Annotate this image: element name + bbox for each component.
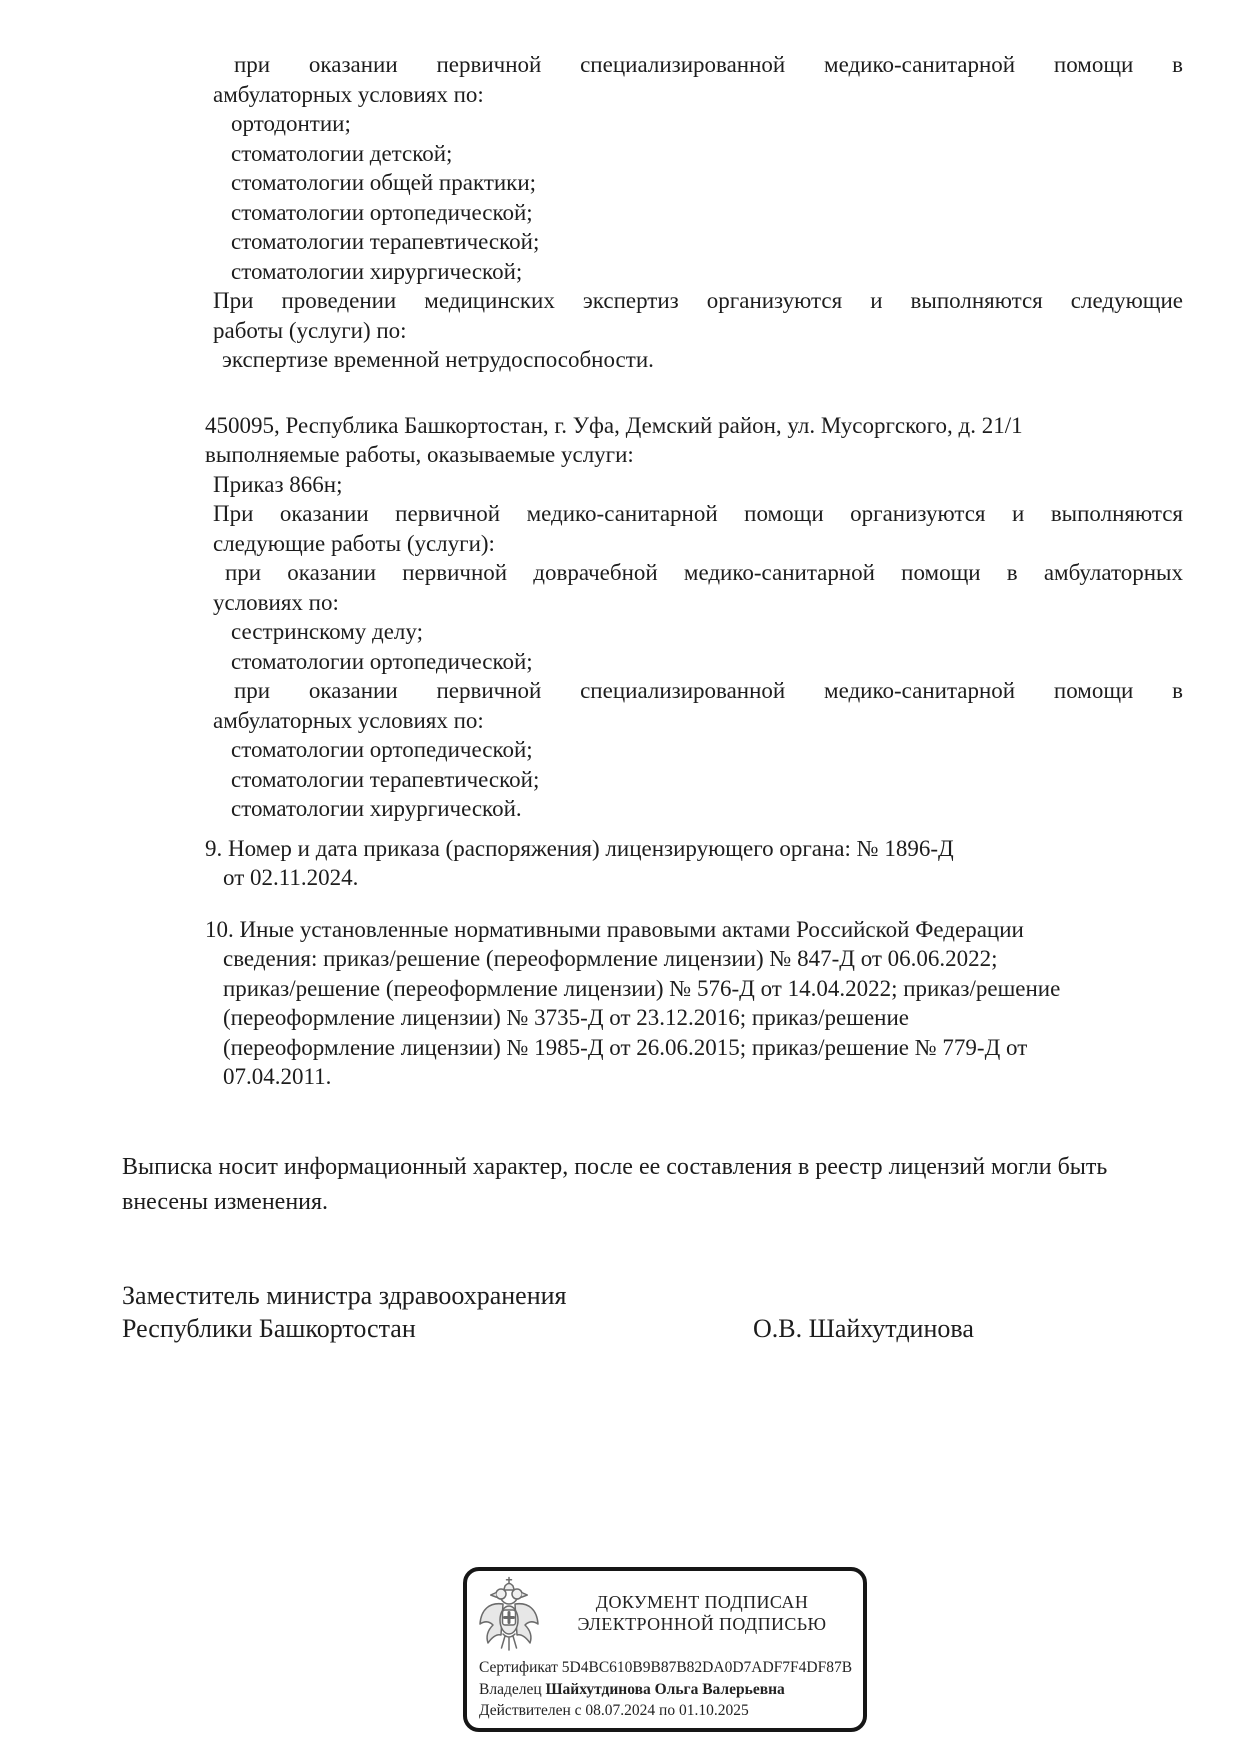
signer-position-line2 (122, 1312, 1152, 1345)
text-line: сестринскому делу; (231, 619, 423, 644)
text-line: выполняемые работы, оказываемые услуги: (205, 442, 634, 467)
text-line: сведения: приказ/решение (переоформление лицензии) № 847-Д от 06.06.2022; (223, 946, 998, 971)
section-address-works (197, 411, 1183, 824)
text-line: стоматологии общей практики; (231, 170, 537, 195)
validity-line (479, 1700, 852, 1722)
text-line: при оказании первичной специализированной медико-санитарной помощи в (234, 52, 1183, 77)
text-line: 450095, Республика Башкортостан, г. Уфа, Демский район, ул. Мусоргского, д. 21/1 (205, 412, 1023, 438)
text-line: стоматологии терапевтической; (231, 229, 540, 254)
signer-name: О.В. Шайхутдинова (753, 1314, 974, 1343)
text-line: амбулаторных условиях по: (213, 81, 484, 107)
section-item-10 (197, 915, 1183, 1092)
owner-label: Владелец (479, 1680, 542, 1698)
text-line: экспертизе временной нетрудоспособности. (222, 347, 654, 372)
text-line: стоматологии ортопедической; (231, 199, 533, 225)
text-line: (переоформление лицензии) № 3735-Д от 23.12.2016; приказ/решение (223, 1005, 909, 1030)
text-line: 10. Иные установленные нормативными правовыми актами Российской Федерации (205, 916, 1024, 942)
owner-name: Шайхутдинова Ольга Валерьевна (545, 1680, 785, 1698)
text-line: 07.04.2011. (223, 1064, 332, 1089)
text-line: Приказ 866н; (213, 471, 343, 497)
blank-gap (197, 375, 1183, 411)
stamp-title-line2: ЭЛЕКТРОННОЙ ПОДПИСЬЮ (577, 1614, 827, 1634)
roszdravnadzor-eagle-icon (477, 1576, 541, 1658)
text-line: при оказании первичной доврачебной медико-санитарной помощи в амбулаторных (225, 560, 1183, 585)
text-line: следующие работы (услуги): (213, 530, 495, 556)
text-line: работы (услуги) по: (213, 317, 407, 343)
signer-position-text: Республики Башкортостан (122, 1314, 416, 1343)
text-line: стоматологии ортопедической; (231, 737, 533, 762)
text-line: При проведении медицинских экспертиз организуются и выполняются следующие (213, 288, 1183, 313)
text-line: стоматологии хирургической; (231, 258, 523, 284)
text-line: При оказании первичной медико-санитарной помощи организуются и выполняются (213, 501, 1183, 526)
stamp-info (479, 1657, 852, 1722)
certificate-value: 5D4BC610B9B87B82DA0D7ADF7F4DF87B (561, 1659, 853, 1676)
text-line: 9. Номер и дата приказа (распоряжения) лицензирующего органа: № 1896-Д (205, 835, 954, 861)
text-line: при оказании первичной специализированной медико-санитарной помощи в (234, 678, 1183, 703)
stamp-title-line1: ДОКУМЕНТ ПОДПИСАН (595, 1592, 809, 1612)
text-line: амбулаторных условиях по: (213, 707, 484, 733)
text-line: стоматологии терапевтической; (231, 766, 540, 792)
text-line: Выписка носит информационный характер, после ее составления в реестр лицензий могли быть (122, 1154, 1108, 1180)
certificate-line (479, 1657, 852, 1679)
signer-position-line1: Заместитель министра здравоохранения (122, 1281, 567, 1310)
blank-gap (197, 893, 1183, 915)
informational-note (122, 1150, 1137, 1220)
text-line: условиях по: (213, 589, 339, 615)
text-line: от 02.11.2024. (223, 865, 359, 890)
text-line: (переоформление лицензии) № 1985-Д от 26.06.2015; приказ/решение № 779-Д от (223, 1034, 1028, 1060)
document-body (197, 50, 1183, 1092)
text-line: внесены изменения. (122, 1189, 329, 1215)
owner-line (479, 1679, 852, 1701)
section-item-9 (197, 834, 1183, 893)
blank-gap (197, 824, 1183, 834)
text-line: стоматологии ортопедической; (231, 648, 533, 674)
signature-stamp (463, 1567, 867, 1732)
stamp-title (551, 1591, 853, 1635)
text-line: ортодонтии; (231, 111, 351, 136)
signature-block (122, 1279, 1152, 1345)
text-line: стоматологии хирургической. (231, 796, 522, 821)
text-line: стоматологии детской; (231, 140, 453, 166)
validity-text: Действителен с 08.07.2024 по 01.10.2025 (479, 1702, 749, 1719)
certificate-label: Сертификат (479, 1659, 558, 1676)
text-line: приказ/решение (переоформление лицензии) № 576-Д от 14.04.2022; приказ/решение (223, 975, 1061, 1001)
section-services-top (197, 50, 1183, 375)
